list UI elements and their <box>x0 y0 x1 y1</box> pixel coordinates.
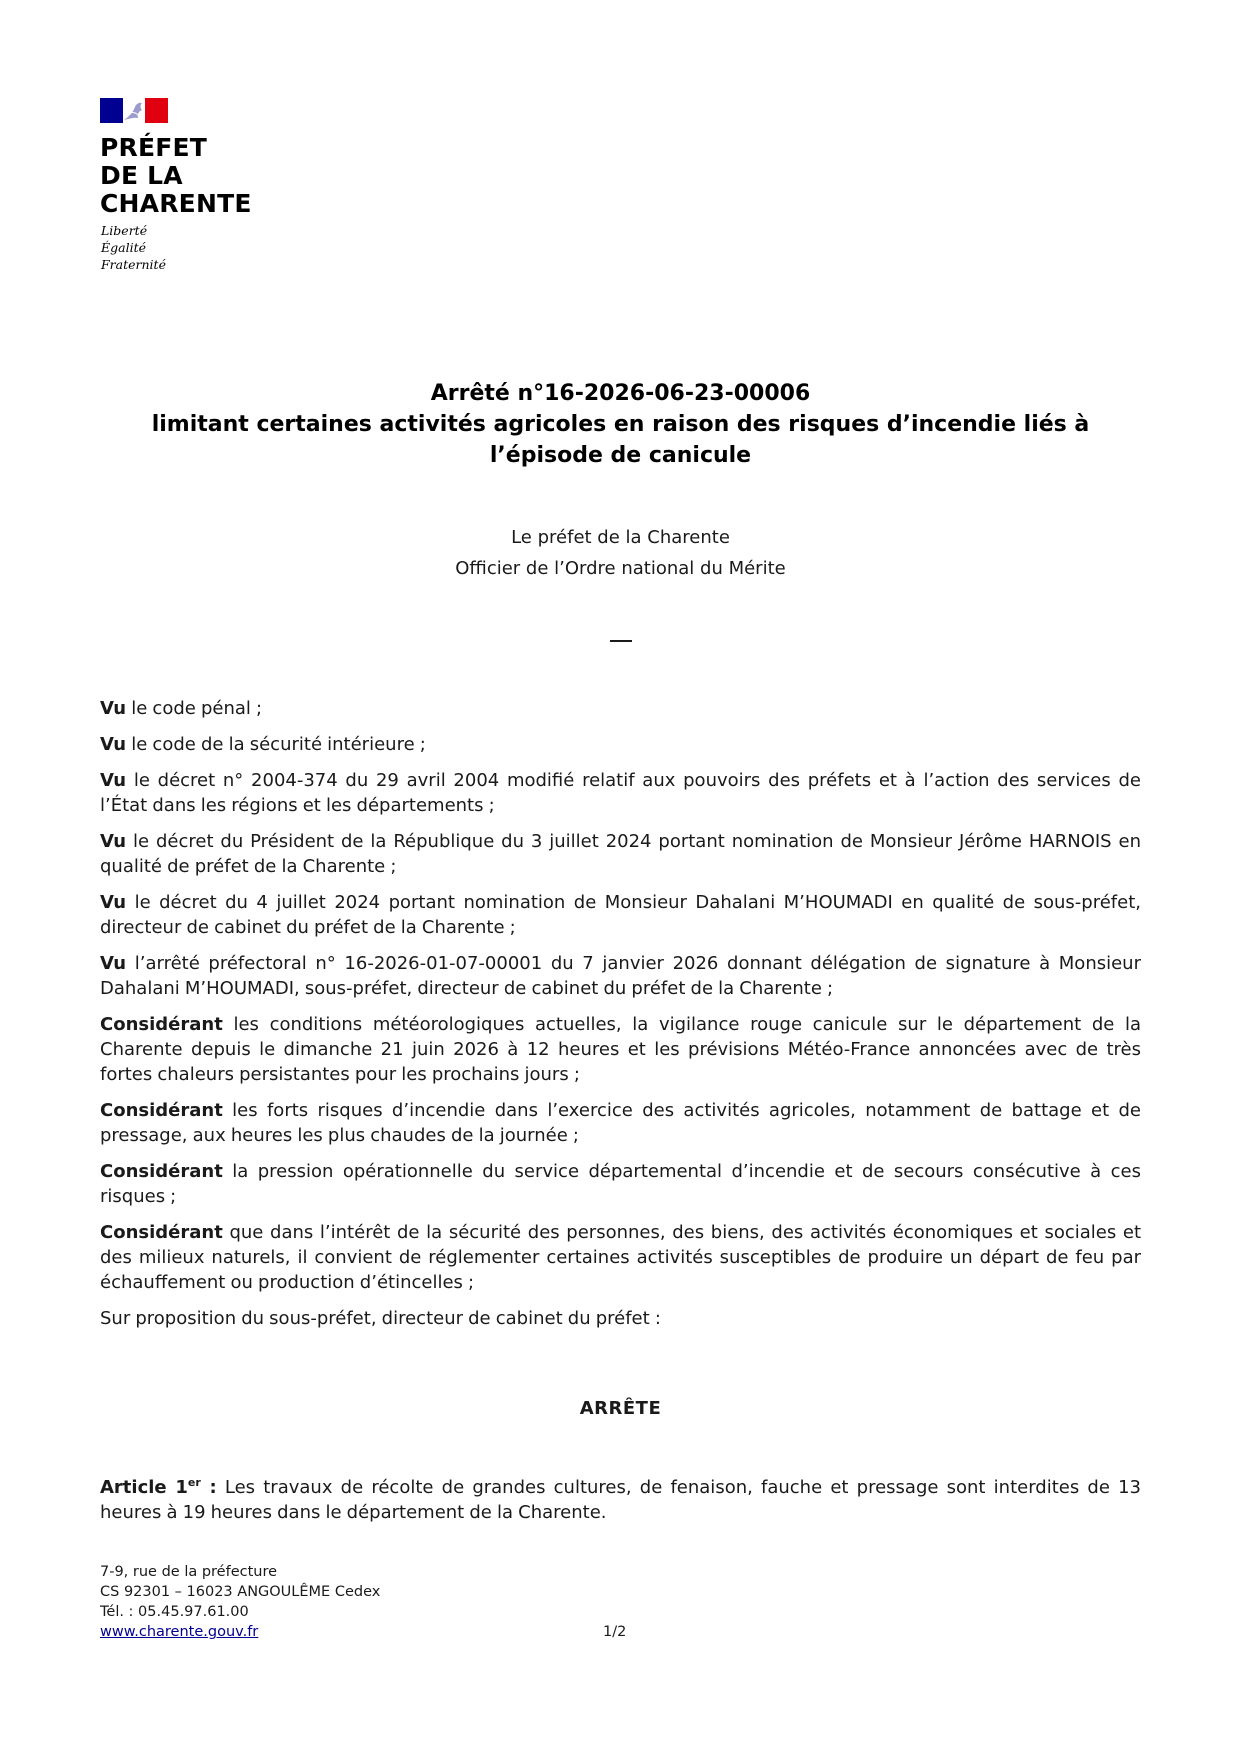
decree-number: Arrêté n°16-2026-06-23-00006 <box>430 381 811 406</box>
considerant-lead: Considérant <box>100 1222 223 1243</box>
considerant-lead: Considérant <box>100 1161 223 1182</box>
article-text: Les travaux de récolte de grandes cultures, de fenaison, fauche et pressage sont interdites de 13 heures à 19 heures dans le département de la Charente. <box>100 1477 1142 1523</box>
proposal-paragraph <box>100 1306 1141 1331</box>
issuer-name: Le préfet de la Charente <box>511 527 730 548</box>
article-label-colon: : <box>200 1477 217 1498</box>
visa-paragraph <box>100 829 1141 879</box>
visas-section <box>100 696 1141 1342</box>
footer-street: 7-9, rue de la préfecture <box>100 1564 278 1580</box>
decision-heading: ARRÊTE <box>579 1398 662 1419</box>
article-1 <box>100 1470 1141 1525</box>
article-label-sup: er <box>187 1476 201 1489</box>
considerant-paragraph <box>100 1220 1141 1295</box>
visa-lead: Vu <box>100 698 127 719</box>
footer-address <box>100 1562 380 1642</box>
visa-lead: Vu <box>100 892 127 913</box>
visa-paragraph <box>100 696 1141 721</box>
visa-paragraph <box>100 768 1141 818</box>
separator-dash <box>610 640 632 642</box>
logo-title <box>100 134 320 218</box>
article-label <box>100 1477 217 1498</box>
visa-text: l’arrêté préfectoral n° 16-2026-01-07-00001 du 7 janvier 2026 donnant délégation de signature à Monsieur Dahalani M’HOUMADI, sous-préfet, directeur de cabinet du préfet de la Charente ; <box>100 953 1141 999</box>
motto-line: Égalité <box>101 240 146 255</box>
motto-line: Liberté <box>101 223 148 238</box>
issuer-block <box>100 522 1141 584</box>
republic-motto <box>101 222 166 273</box>
website-link[interactable]: www.charente.gouv.fr <box>100 1624 259 1640</box>
visa-text: le décret du 4 juillet 2024 portant nomination de Monsieur Dahalani M’HOUMADI en qualité de sous-préfet, directeur de cabinet du préfet de la Charente ; <box>100 892 1141 938</box>
visa-text: le décret du Président de la République du 3 juillet 2024 portant nomination de Monsieur Jérôme HARNOIS en qualité de préfet de la Charente ; <box>100 831 1141 877</box>
considerant-text: les forts risques d’incendie dans l’exercice des activités agricoles, notamment de battage et de pressage, aux heures les plus chaudes de la journée ; <box>100 1100 1141 1146</box>
footer-phone: Tél. : 05.45.97.61.00 <box>100 1604 249 1620</box>
visa-text: le code de la sécurité intérieure ; <box>126 734 426 755</box>
issuer-distinction: Officier de l’Ordre national du Mérite <box>455 558 786 579</box>
article-label-text: Article 1 <box>100 1477 188 1498</box>
visa-text: le code pénal ; <box>126 698 263 719</box>
visa-lead: Vu <box>100 734 127 755</box>
logo-line: DE LA <box>100 161 183 190</box>
considerant-paragraph <box>100 1159 1141 1209</box>
visa-paragraph <box>100 951 1141 1001</box>
visa-text: le décret n° 2004-374 du 29 avril 2004 modifié relatif aux pouvoirs des préfets et à l’action des services de l’État dans les régions et les départements ; <box>100 770 1141 816</box>
considerant-text: les conditions météorologiques actuelles, la vigilance rouge canicule sur le département de la Charente depuis le dimanche 21 juin 2026 à 12 heures et les prévisions Météo-France annoncées avec de très fortes chaleurs persistantes pour les prochains jours ; <box>100 1014 1141 1085</box>
considerant-lead: Considérant <box>100 1100 223 1121</box>
visa-lead: Vu <box>100 831 127 852</box>
considerant-text: que dans l’intérêt de la sécurité des personnes, des biens, des activités économiques et sociales et des milieux naturels, il convient de réglementer certaines activités susceptibles de produire un départ de feu par échauffement ou production d’étincelles ; <box>100 1222 1141 1293</box>
page-number: 1/2 <box>603 1624 627 1640</box>
republic-flag-icon <box>100 98 168 123</box>
visa-paragraph <box>100 890 1141 940</box>
visa-lead: Vu <box>100 953 127 974</box>
decree-subject: limitant certaines activités agricoles en raison des risques d’incendie liés à l’épisode de canicule <box>151 412 1090 468</box>
considerant-paragraph <box>100 1098 1141 1148</box>
visa-paragraph <box>100 732 1141 757</box>
proposal-text: Sur proposition du sous-préfet, directeur de cabinet du préfet : <box>100 1308 661 1329</box>
visa-lead: Vu <box>100 770 127 791</box>
logo-line: CHARENTE <box>100 189 252 218</box>
considerant-lead: Considérant <box>100 1014 223 1035</box>
decree-title <box>100 378 1141 471</box>
motto-line: Fraternité <box>101 257 166 272</box>
logo-line: PRÉFET <box>100 133 208 162</box>
footer-postal: CS 92301 – 16023 ANGOULÊME Cedex <box>100 1584 381 1600</box>
considerant-text: la pression opérationnelle du service départemental d’incendie et de secours consécutive à ces risques ; <box>100 1161 1141 1207</box>
considerant-paragraph <box>100 1012 1141 1087</box>
